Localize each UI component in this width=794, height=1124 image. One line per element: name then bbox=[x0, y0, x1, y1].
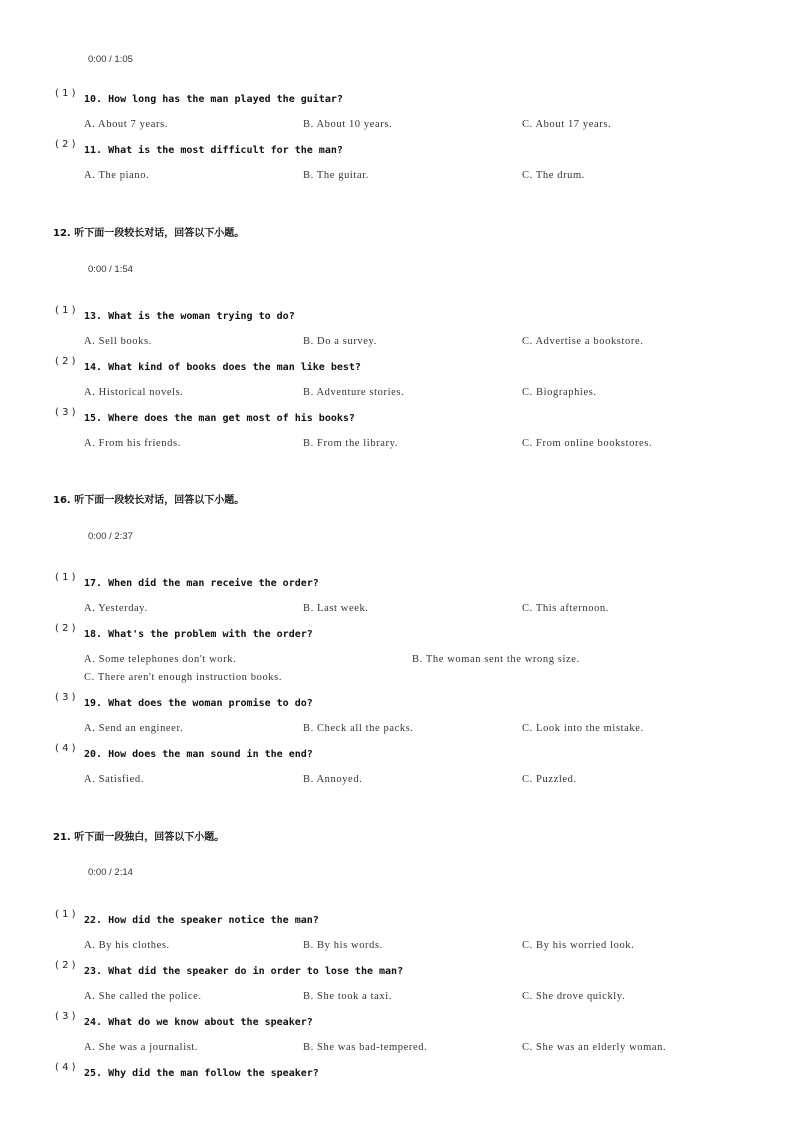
audio-player-time[interactable]: 0:00 / 1:54 bbox=[88, 264, 133, 275]
question-text: 22. How did the speaker notice the man? bbox=[84, 915, 319, 926]
option-b[interactable]: B. From the library. bbox=[303, 438, 399, 449]
question-number: ( 1 ) bbox=[55, 909, 76, 920]
option-b[interactable]: B. The woman sent the wrong size. bbox=[412, 654, 580, 665]
question-number: ( 4 ) bbox=[55, 743, 76, 754]
option-c[interactable]: C. The drum. bbox=[522, 170, 586, 181]
option-c[interactable]: C. By his worried look. bbox=[522, 940, 635, 951]
question-text: 15. Where does the man get most of his books? bbox=[84, 413, 355, 424]
question-text: 10. How long has the man played the guitar? bbox=[84, 94, 343, 105]
option-a[interactable]: A. The piano. bbox=[84, 170, 150, 181]
question-number: ( 3 ) bbox=[55, 1011, 76, 1022]
option-a[interactable]: A. Sell books. bbox=[84, 336, 152, 347]
option-a[interactable]: A. Yesterday. bbox=[84, 603, 148, 614]
audio-player-time[interactable]: 0:00 / 2:37 bbox=[88, 531, 133, 542]
question-text: 24. What do we know about the speaker? bbox=[84, 1017, 313, 1028]
option-b[interactable]: B. Check all the packs. bbox=[303, 723, 414, 734]
question-number: ( 1 ) bbox=[55, 305, 76, 316]
question-number: ( 2 ) bbox=[55, 139, 76, 150]
question-text: 18. What's the problem with the order? bbox=[84, 629, 313, 640]
option-a[interactable]: A. Satisfied. bbox=[84, 774, 145, 785]
question-number: ( 2 ) bbox=[55, 356, 76, 367]
question-text: 14. What kind of books does the man like best? bbox=[84, 362, 361, 373]
option-c[interactable]: C. Biographies. bbox=[522, 387, 597, 398]
question-number: ( 4 ) bbox=[55, 1062, 76, 1073]
question-text: 19. What does the woman promise to do? bbox=[84, 698, 313, 709]
option-b[interactable]: B. Last week. bbox=[303, 603, 369, 614]
question-text: 20. How does the man sound in the end? bbox=[84, 749, 313, 760]
audio-player-time[interactable]: 0:00 / 1:05 bbox=[88, 54, 133, 65]
option-b[interactable]: B. The guitar. bbox=[303, 170, 369, 181]
option-b[interactable]: B. She was bad-tempered. bbox=[303, 1042, 428, 1053]
option-c[interactable]: C. Puzzled. bbox=[522, 774, 577, 785]
section-heading: 12. 听下面一段较长对话，回答以下小题。 bbox=[53, 228, 245, 239]
section-heading: 21. 听下面一段独白，回答以下小题。 bbox=[53, 832, 225, 843]
section-heading: 16. 听下面一段较长对话，回答以下小题。 bbox=[53, 495, 245, 506]
option-c[interactable]: C. Advertise a bookstore. bbox=[522, 336, 644, 347]
option-c[interactable]: C. This afternoon. bbox=[522, 603, 610, 614]
option-b[interactable]: B. Annoyed. bbox=[303, 774, 363, 785]
option-a[interactable]: A. She called the police. bbox=[84, 991, 202, 1002]
option-a[interactable]: A. Historical novels. bbox=[84, 387, 184, 398]
option-c[interactable]: C. Look into the mistake. bbox=[522, 723, 644, 734]
question-text: 11. What is the most difficult for the man? bbox=[84, 145, 343, 156]
question-text: 17. When did the man receive the order? bbox=[84, 578, 319, 589]
option-b[interactable]: B. About 10 years. bbox=[303, 119, 393, 130]
option-a[interactable]: A. Send an engineer. bbox=[84, 723, 184, 734]
option-a[interactable]: A. From his friends. bbox=[84, 438, 181, 449]
audio-player-time[interactable]: 0:00 / 2:14 bbox=[88, 867, 133, 878]
question-text: 13. What is the woman trying to do? bbox=[84, 311, 295, 322]
question-number: ( 3 ) bbox=[55, 407, 76, 418]
option-b[interactable]: B. Adventure stories. bbox=[303, 387, 405, 398]
question-number: ( 3 ) bbox=[55, 692, 76, 703]
option-a[interactable]: A. By his clothes. bbox=[84, 940, 170, 951]
option-c[interactable]: C. About 17 years. bbox=[522, 119, 612, 130]
question-text: 23. What did the speaker do in order to lose the man? bbox=[84, 966, 404, 977]
option-c[interactable]: C. There aren't enough instruction books. bbox=[84, 672, 283, 683]
option-c[interactable]: C. She drove quickly. bbox=[522, 991, 626, 1002]
option-b[interactable]: B. Do a survey. bbox=[303, 336, 377, 347]
option-a[interactable]: A. Some telephones don't work. bbox=[84, 654, 237, 665]
question-number: ( 1 ) bbox=[55, 88, 76, 99]
question-text: 25. Why did the man follow the speaker? bbox=[84, 1068, 319, 1079]
option-a[interactable]: A. About 7 years. bbox=[84, 119, 168, 130]
question-number: ( 1 ) bbox=[55, 572, 76, 583]
option-c[interactable]: C. From online bookstores. bbox=[522, 438, 653, 449]
option-b[interactable]: B. By his words. bbox=[303, 940, 383, 951]
option-c[interactable]: C. She was an elderly woman. bbox=[522, 1042, 667, 1053]
option-b[interactable]: B. She took a taxi. bbox=[303, 991, 392, 1002]
question-number: ( 2 ) bbox=[55, 960, 76, 971]
question-number: ( 2 ) bbox=[55, 623, 76, 634]
option-a[interactable]: A. She was a journalist. bbox=[84, 1042, 199, 1053]
